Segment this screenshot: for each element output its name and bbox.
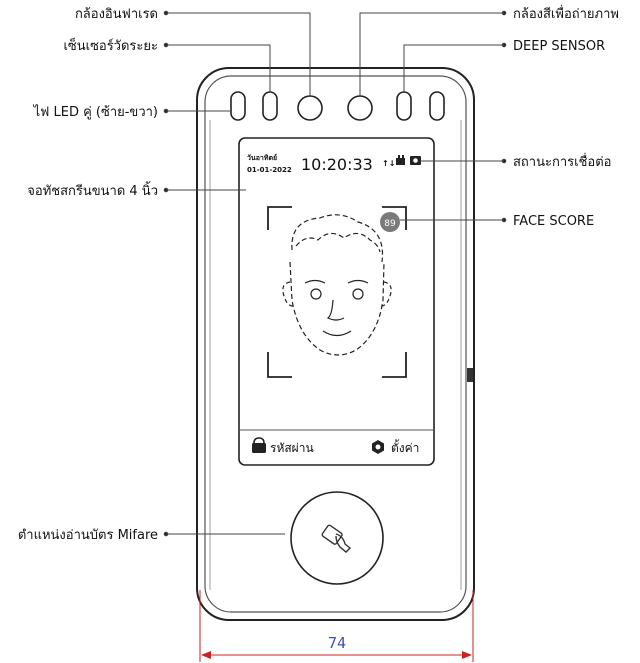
label-color-camera: กล้องสีเพื่อถ่ายภาพ <box>513 7 619 22</box>
label-deep-sensor: DEEP SENSOR <box>513 39 606 54</box>
side-button <box>467 368 473 382</box>
label-face-score: FACE SCORE <box>513 214 595 229</box>
label-touchscreen: จอทัชสกรีนขนาด 4 นิ้ว <box>27 184 158 199</box>
settings-label: ตั้งค่า <box>391 441 420 455</box>
screen-time: 10:20:33 <box>301 155 373 174</box>
settings-button[interactable] <box>372 439 419 455</box>
face-score-value: 89 <box>384 219 396 229</box>
label-ir-camera: กล้องอินฟาเรด <box>74 7 158 22</box>
label-led-lights: ไฟ LED คู่ (ซ้าย-ขวา) <box>33 105 158 120</box>
screen-day: วันอาทิตย์ <box>247 154 278 162</box>
touchscreen-display <box>239 138 434 465</box>
label-card-reader: ตำแหน่งอ่านบัตร Mifare <box>17 528 158 543</box>
label-connection-status: สถานะการเชื่อต่อ <box>513 155 612 170</box>
screen-date: 01-01-2022 <box>247 166 292 174</box>
width-dimension-value: 74 <box>327 634 347 652</box>
password-label: รหัสผ่าน <box>270 441 314 455</box>
label-distance-sensor: เซ็นเซอร์วัดระยะ <box>63 39 158 54</box>
signal-icon: ↑↓ <box>382 159 396 168</box>
camera-status-icon <box>410 156 421 165</box>
